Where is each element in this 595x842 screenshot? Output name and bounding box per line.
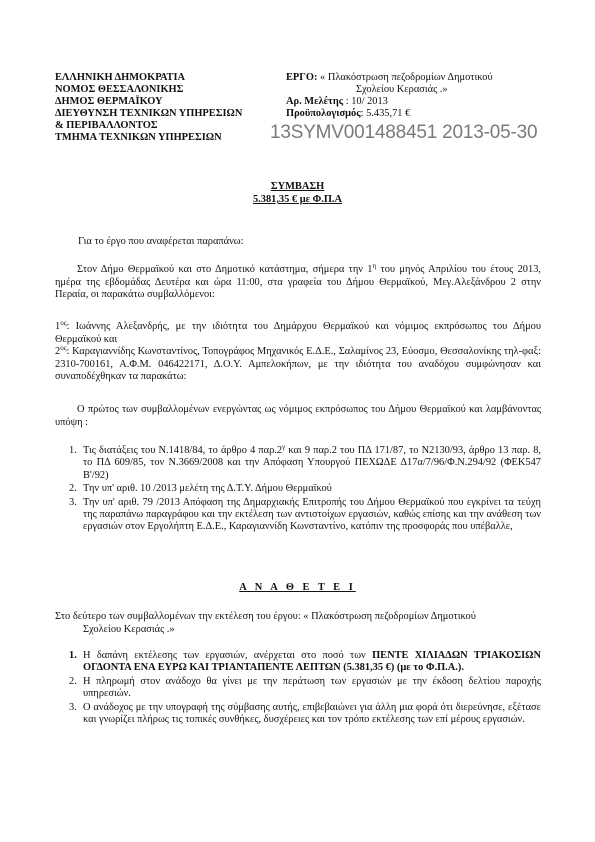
list-item-text: Τις διατάξεις του Ν.1418/84, το άρθρο 4 παρ.2 [83,445,283,456]
intro-text: Για το έργο που αναφέρεται παραπάνω: [78,236,244,247]
list-item-num: 2. [69,675,77,687]
list-item-num: 2. [69,483,77,495]
considerations-list [55,445,541,534]
registry-stamp: 13SYMV001488451 2013-05-30 [270,122,538,143]
terms-list [55,650,541,726]
study-value: : 10/ 2013 [345,96,388,107]
place-text-cont: του μηνός Απριλίου του έτους 2013, ημέρα της εβδομάδας Δευτέρα και ώρα 11:00, στα γραφεία του Δήμου Θερμαϊκού, Μεγ.Αλεξάνδρου 2 στην Περαία, οι παρακάτω συμβαλλόμενοι: [55,264,541,301]
list-item-text-cont: και 9 παρ.2 του ΠΔ 171/87, το Ν2130/93, άρθρο 13 παρ. 8, το ΠΔ 609/85, τον Ν.3669/2008 και την Απόφαση Υπουργού ΠΕΧΩΔΕ Δ17α/7/96/Φ.Ν.294/92 (ΦΕΚ547 Β'/92) [83,445,541,481]
amount-in-words: ΠΕΝΤΕ ΧΙΛΙΑΔΩΝ ΤΡΙΑΚΟΣΙΩΝ ΟΓΔΟΝΤΑ ΕΝΑ ΕΥΡΩ ΚΑΙ ΤΡΙΑΝΤΑΠΕΝΤΕ ΛΕΠΤΩΝ (5.381,35 €) (με το Φ.Π.Α.). [83,650,541,674]
party-2-text: : Καραγιαννίδης Κωνσταντίνος, Τοπογράφος Μηχανικός Ε.Δ.Ε., Σαλαμίνος 23, Εύοσμο, Θεσσαλονίκης τηλ-φαξ: 2310-700161, Α.Φ.Μ. 046422171, Δ.Ο.Υ. Αμπελοκήπων, με την ιδιότητα του αναδόχου συμφώνησαν και συναποδέχθηκαν τα παρακάτω: [55,346,541,383]
budget-label: Προϋπολογισμός [286,108,361,119]
project-value-cont: Σχολείου Κερασιάς .» [356,84,448,95]
list-item-num: 3. [69,496,77,508]
list-item-sup: γ [282,443,286,451]
contract-amount: 5.381,35 € με Φ.Π.Α [252,194,343,205]
party-1-sup: ος [60,319,67,327]
party-2-num: 2 [55,346,61,357]
list-item-text: Την υπ' αριθ. 79 /2013 Απόφαση της Δημαρχιακής Επιτροπής του Δήμου Θερμαϊκού που εγκρίνει τα τεύχη της παραπάνω παραγράφου και την εκτέλεση των αντιστοίχων εργασιών, καθώς επίσης και την ανάθεση των εργασιών στον Εργολήπτη Ε.Δ.Ε., Καραγιαννίδη Κωνσταντίνο, κατόπιν της προσφοράς που υπέβαλλε, [83,496,541,533]
project-label: ΕΡΓΟ: [286,72,318,83]
list-item-text: Η δαπάνη εκτέλεσης των εργασιών, ανέρχεται στο ποσό των [83,650,373,661]
issuer-line: & ΠΕΡΙΒΑΛΛΟΝΤΟΣ [55,120,158,131]
list-item-num: 1. [69,650,77,661]
list-item [55,445,541,482]
party-1-text: : Ιωάννης Αλεξανδρής, με την ιδιότητα του Δημάρχου Θερμαϊκού και νόμιμος εκπρόσωπος του Δήμου Θερμαϊκού και [55,321,541,345]
list-item-num: 3. [69,701,77,713]
list-item [55,702,541,727]
second-party-line: Στο δεύτερο των συμβαλλομένων την εκτέλεση του έργου: « Πλακόστρωση πεζοδρομίων Δημοτικού [55,611,476,622]
budget-value: : 5.435,71 € [360,108,411,119]
place-sup: η [372,262,377,270]
project-info [286,72,493,120]
contract-title: ΣΥΜΒΑΣΗ [270,181,325,192]
list-item [55,483,541,495]
party-1 [55,321,541,346]
issuer-line: ΔΙΕΥΘΥΝΣΗ ΤΕΧΝΙΚΩΝ ΥΠΗΡΕΣΙΩΝ [55,108,243,119]
place-paragraph [55,264,541,302]
list-item-text: Ο ανάδοχος με την υπογραφή της σύμβασης αυτής, επιβεβαιώνει για άλλη μια φορά ότι διερεύνησε, εξέτασε και γνωρίζει πλήρως τις τοπικές συνθήκες, δυσχέρειες και τον τρόπο εκτέλεσης των επί μέρους εργασιών. [83,701,541,726]
list-item [55,676,541,701]
party-1-num: 1 [55,321,61,332]
issuer-line: ΤΜΗΜΑ ΤΕΧΝΙΚΩΝ ΥΠΗΡΕΣΙΩΝ [55,132,222,143]
first-party-paragraph: Ο πρώτος των συμβαλλομένων ενεργώντας ως νόμιμος εκπρόσωπος του Δήμου Θερμαϊκού και λαμβάνοντας υπόψη : [55,404,541,428]
issuer-header [55,72,242,144]
study-label: Αρ. Μελέτης [286,96,344,107]
list-item-text: Η πληρωμή στον ανάδοχο θα γίνει με την περάτωση των εργασιών με την έκδοση δελτίου παροχής υπηρεσιών. [83,675,541,700]
list-item [55,497,541,534]
project-value: « Πλακόστρωση πεζοδρομίων Δημοτικού [320,72,493,83]
list-item-num: 1. [69,445,77,456]
issuer-line: ΔΗΜΟΣ ΘΕΡΜΑΪΚΟΥ [55,96,163,107]
party-2 [55,346,541,384]
issuer-line: ΝΟΜΟΣ ΘΕΣΣΑΛΟΝΙΚΗΣ [55,84,184,95]
second-party-line-cont: Σχολείου Κερασιάς .» [83,624,175,635]
place-text: Στον Δήμο Θερμαϊκού και στο Δημοτικό κατάστημα, σήμερα την 1 [77,264,373,275]
list-item-text: Την υπ' αριθ. 10 /2013 μελέτη της Δ.Τ.Υ. Δήμου Θερμαϊκού [83,483,332,495]
list-item [55,650,541,675]
issuer-line: ΕΛΛΗΝΙΚΗ ΔΗΜΟΚΡΑΤΙΑ [55,72,186,83]
assigns-heading: Α Ν Α Θ Ε Τ Ε Ι [239,582,356,593]
party-2-sup: ος [60,344,67,352]
